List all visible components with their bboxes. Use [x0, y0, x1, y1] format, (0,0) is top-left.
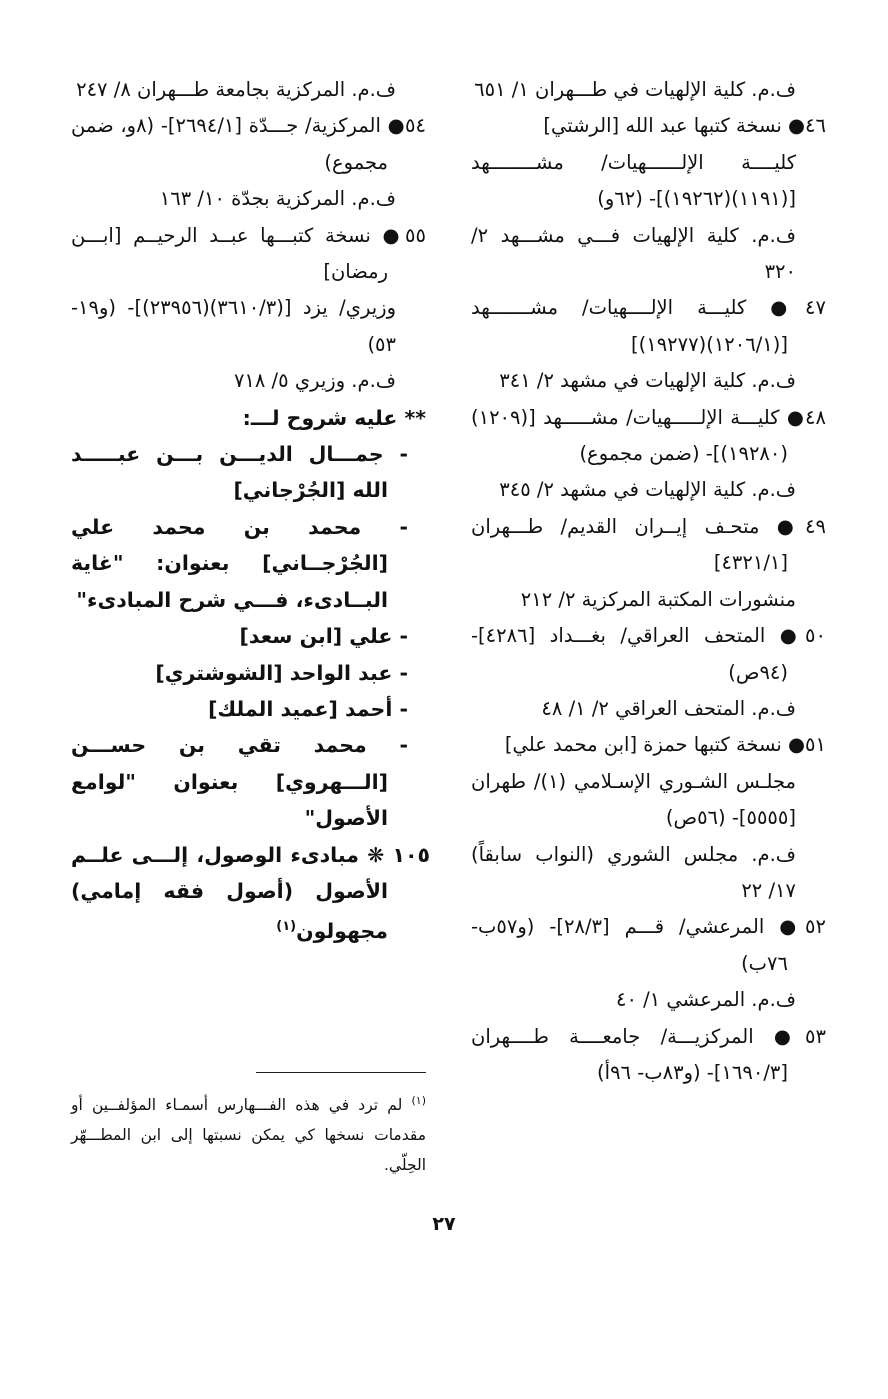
footnote-text: لم ترد في هذه الفـــهارس أسمـاء المؤلفــين أو مقدمات نسخها كي يمكن نسبتها إلى ابن المطـــهّر الحِلّي.: [71, 1096, 426, 1175]
ref-line: ف.م. وزيري ٥/ ٧١٨: [233, 369, 396, 393]
commentary-item: - محمد بن محمد علي [الجُرْجــاني] بعنوان: "غاية البــادىء، فـــي شرح المبادىء": [71, 514, 408, 612]
ref-line: ف.م. المركزية بجدّة ١٠/ ١٦٣: [159, 187, 396, 211]
right-column: [471, 72, 826, 1091]
entry-54: ٥٤● المركزية/ جـــدّة [٢٦٩٤/١]- (٨و، ضمن مجموع): [71, 114, 426, 174]
sub-line: مجلـس الشـوري الإسـلامي (١)/ طهران [٥٥٥٥]- (٥٦ص): [471, 769, 796, 830]
commentary-item: - جمـــال الديـــن بـــن عبـــــد الله [الجُرْجاني]: [71, 442, 408, 503]
ref-line: ف.م. كلية الإلهيات في مشهد ٢/ ٣٤١: [499, 369, 796, 393]
ref-line: ف.م. مجلس الشوري (النواب سابقاً) ١٧/ ٢٢: [471, 842, 796, 902]
commentary-item: - عبد الواحد [الشوشتري]: [155, 660, 408, 685]
entry-105-title: ١٠٥ ❋ مبادىء الوصول، إلـــى علــم الأصول (أصول فقه إمامي) مجهولون: [71, 842, 430, 944]
ref-line: ف.م. المتحف العراقي ٢/ ١/ ٤٨: [541, 696, 796, 720]
entry-51: ٥١● نسخة كتبها حمزة [ابن محمد علي]: [504, 733, 826, 757]
commentary-item: - علي [ابن سعد]: [239, 624, 408, 649]
sub-line: وزيري/ يزد [(٣٦١٠/٣)(٢٣٩٥٦)]- (و١٩- ٥٣): [71, 296, 396, 356]
footnote: [71, 1086, 426, 1180]
ref-line: ف.م. المركزية بجامعة طـــهران ٨/ ٢٤٧: [76, 78, 396, 101]
commentary-item: - أحمد [عميد الملك]: [208, 696, 408, 721]
entry-49: ٤٩● متحـف إيــران القديم/ طـــهران [٤٣٢١/١]: [471, 514, 826, 575]
entry-46: ٤٦● نسخة كتبها عبد الله [الرشتي]: [543, 114, 826, 138]
entry-55: ٥٥● نسخة كتبـــها عبــد الرحيــم [ابـــن رمضان]: [71, 223, 426, 284]
footnote-marker: (١): [411, 1094, 426, 1107]
commentary-item: - محمد تقي بن حســـن [الـــهروي] بعنوان "لوامع الأصول": [71, 733, 408, 831]
entry-48: ٤٨● كليـــة الإلـــــهيات/ مشـــــهد [(١٢٠٩)(١٩٢٨٠)]- (ضمن مجموع): [471, 405, 826, 466]
left-column: [71, 72, 430, 950]
ref-line: ف.م. كلية الإلهيات فـــي مشـــهد ٢/ ٣٢٠: [471, 223, 796, 284]
ref-line: ف.م. كلية الإلهيات في طـــهران ١/ ٦٥١: [474, 78, 796, 101]
entry-105-heading: [71, 837, 430, 950]
entry-47: ٤٧● كليـــة الإلــــهيات/ مشـــــــهد [(١٢٠٦/١)(١٩٢٧٧)]: [471, 296, 826, 356]
entry-53: ٥٣● المركزيـــة/ جامعــــة طــــهران [١٦٩٠/٣]- (و٨٣ب- ٩٦أ): [471, 1024, 826, 1084]
commentaries-heading: ** عليه شروح لـــ:: [242, 405, 426, 430]
sub-line: كليــــة الإلــــــهيات/ مشــــــــهد [(١١٩١)(١٩٢٦٢)]- (٦٢و): [471, 150, 796, 211]
page-number: ٢٧: [432, 1213, 456, 1235]
entry-52: ٥٢● المرعشي/ قـــم [٢٨/٣]- (و٥٧ب- ٧٦ب): [471, 915, 826, 975]
ref-line: ف.م. المرعشي ١/ ٤٠: [616, 988, 796, 1012]
ref-line: منشورات المكتبة المركزية ٢/ ٢١٢: [520, 587, 796, 611]
footnote-ref: (١): [276, 919, 297, 935]
entry-50: ٥٠● المتحف العراقي/ بغـــداد [٤٢٨٦]- (٩٤ص): [471, 624, 826, 684]
ref-line: ف.م. كلية الإلهيات في مشهد ٢/ ٣٤٥: [499, 478, 796, 502]
footnote-divider: [256, 1072, 426, 1073]
